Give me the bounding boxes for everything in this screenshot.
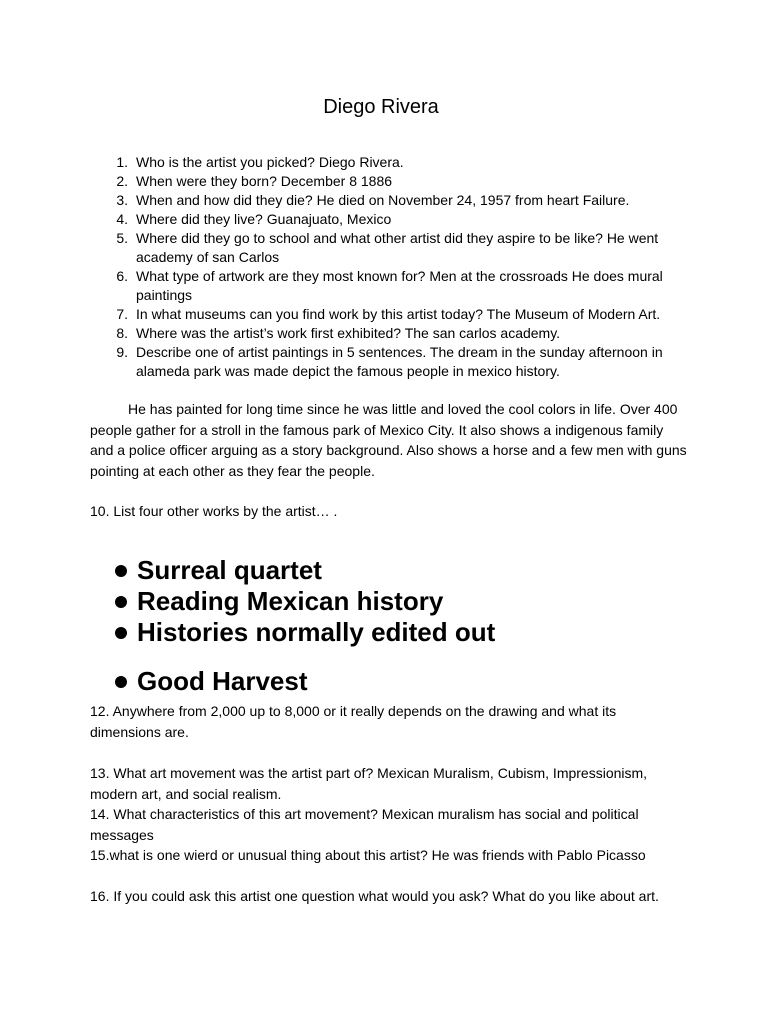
works-item xyxy=(113,586,693,617)
list-item xyxy=(108,267,688,305)
list-item xyxy=(108,229,688,267)
works-item-label: Reading Mexican history xyxy=(137,586,444,616)
bullet-icon xyxy=(115,596,127,608)
list-text: Where did they live? Guanajuato, Mexico xyxy=(136,211,392,227)
list-item xyxy=(108,153,688,172)
list-text: Where did they go to school and what other artist did they aspire to be like? He went academy of san Carlos xyxy=(136,230,659,265)
question-14: 14. What characteristics of this art movement? Mexican muralism has social and political messages xyxy=(90,806,639,843)
works-item xyxy=(113,555,693,586)
list-number: 8. xyxy=(116,325,128,341)
list-number: 3. xyxy=(116,192,128,208)
question-13: 13. What art movement was the artist part of? Mexican Muralism, Cubism, Impressionism, modern art, and social realism. xyxy=(90,765,648,802)
works-list xyxy=(113,555,693,648)
list-text: Where was the artist’s work first exhibited? The san carlos academy. xyxy=(136,325,561,341)
bullet-icon xyxy=(115,676,127,688)
works-item xyxy=(113,617,693,648)
works-item-label: Surreal quartet xyxy=(137,555,322,585)
list-number: 2. xyxy=(116,173,128,189)
bullet-icon xyxy=(115,565,127,577)
list-item xyxy=(108,191,688,210)
list-text: When were they born? December 8 1886 xyxy=(136,173,393,189)
works-item xyxy=(113,666,693,697)
list-text: What type of artwork are they most known for? Men at the crossroads He does mural paintings xyxy=(136,268,663,303)
works-item-label: Good Harvest xyxy=(137,666,308,696)
list-item xyxy=(108,324,688,343)
painting-description: He has painted for long time since he was little and loved the cool colors in life. Over 400 people gather for a stroll in the famous park of Mexico City. It also shows a indigenous family and a police officer arguing as a story background. Also shows a horse and a few men with guns pointing at each other as they fear the people. xyxy=(90,401,687,479)
list-text: In what museums can you find work by this artist today? The Museum of Modern Art. xyxy=(136,306,661,322)
list-number: 9. xyxy=(116,344,128,360)
list-item xyxy=(108,172,688,191)
bullet-icon xyxy=(115,627,127,639)
question-16: 16. If you could ask this artist one question what would you ask? What do you like about art. xyxy=(90,888,659,904)
list-item xyxy=(108,210,688,229)
list-text: Describe one of artist paintings in 5 sentences. The dream in the sunday afternoon in alameda park was made depict the famous people in mexico history. xyxy=(136,344,663,379)
question-list xyxy=(108,153,688,381)
list-text: When and how did they die? He died on November 24, 1957 from heart Failure. xyxy=(136,192,630,208)
list-number: 7. xyxy=(116,306,128,322)
question-15: 15.what is one wierd or unusual thing about this artist? He was friends with Pablo Picasso xyxy=(90,847,646,863)
list-number: 5. xyxy=(116,230,128,246)
list-number: 4. xyxy=(116,211,128,227)
works-item-label: Histories normally edited out xyxy=(137,617,496,647)
question-10: 10. List four other works by the artist… . xyxy=(90,503,338,519)
question-12: 12. Anywhere from 2,000 up to 8,000 or it really depends on the drawing and what its dimensions are. xyxy=(90,703,617,740)
works-list-continued xyxy=(113,666,693,697)
list-item xyxy=(108,343,688,381)
page-title: Diego Rivera xyxy=(323,96,439,118)
list-item xyxy=(108,305,688,324)
list-text: Who is the artist you picked? Diego Rivera. xyxy=(136,154,404,170)
list-number: 6. xyxy=(116,268,128,284)
list-number: 1. xyxy=(116,154,128,170)
